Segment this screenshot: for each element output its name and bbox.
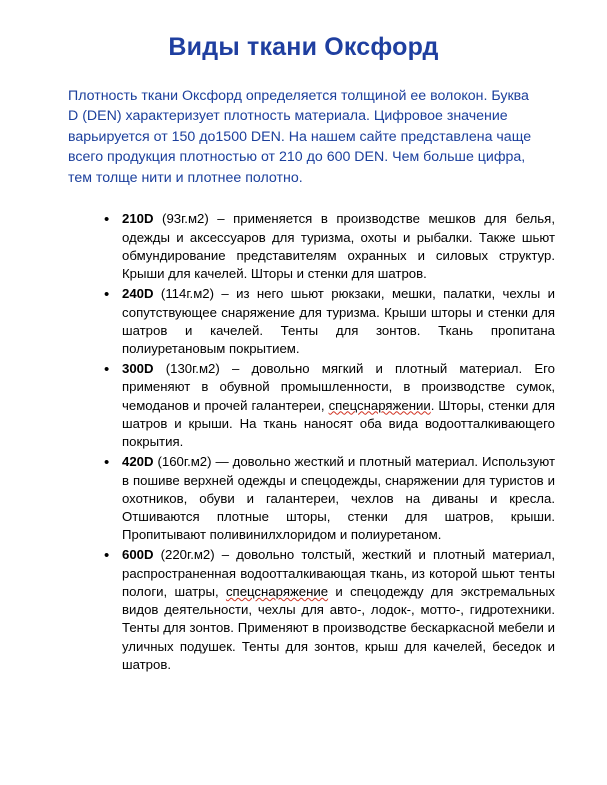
list-item-text — [122, 546, 555, 674]
list-item-text — [122, 453, 555, 544]
list-item — [104, 210, 555, 283]
list-item-text — [122, 285, 555, 358]
misspelled-word: спецснаряжение — [225, 583, 329, 599]
list-item — [104, 285, 555, 358]
list-item-text — [122, 360, 555, 451]
weight-label: (160г.м2) — [157, 454, 212, 470]
description-text: — довольно жесткий и плотный материал. Используют в пошиве верхней одежды и спецодежды, снаряжении для туристов и охотников, обуви и галантереи, чехлов на диваны и кресла. Отшиваются плотные шторы, стенки для шатров, крыши. Пропитывают поливинилхлоридом и полиуретаном. — [122, 454, 555, 543]
bullet-icon: • — [104, 454, 110, 472]
list-item — [104, 360, 556, 451]
misspelled-word: спецснаряжении — [328, 397, 431, 413]
list-item-text — [122, 210, 555, 283]
density-label: 300D — [122, 361, 154, 377]
bullet-icon: • — [104, 361, 110, 379]
density-label: 210D — [122, 211, 154, 227]
weight-label: (93г.м2) — [162, 211, 209, 227]
description-text: – из него шьют рюкзаки, мешки, палатки, чехлы и сопутствующее снаряжение для туризма. Крыши шторы и стенки для шатров и качелей. Тенты для зонтов. Ткань пропитана полиуретановым покрытием. — [122, 286, 555, 356]
bullet-icon: • — [104, 547, 110, 565]
weight-label: (114г.м2) — [160, 286, 214, 302]
weight-label: (130г.м2) — [165, 361, 220, 377]
list-item — [104, 453, 555, 544]
weight-label: (220г.м2) — [160, 547, 215, 563]
bullet-icon: • — [104, 286, 110, 304]
bullet-icon: • — [104, 211, 110, 229]
intro-paragraph: Плотность ткани Оксфорд определяется толщиной ее волокон. Буква D (DEN) характеризует плотность материала. Цифровое значение варьируется от 150 до1500 DEN. На нашем сайте представлена чаще всего продукция плотностью от 210 до 600 DEN. Чем больше цифра, тем толще нити и плотнее полотно. — [68, 87, 532, 186]
description-text: – применяется в производстве мешков для белья, одежды и аксессуаров для туризма, охоты и рыбалки. Также шьют обмундирование представителям охранных и силовых структур. Крыши для качелей. Шторы и стенки для шатров. — [122, 211, 555, 282]
list-item — [104, 546, 555, 674]
fabric-types-list — [34, 210, 573, 673]
description-text: – довольно мягкий и плотный материал. Его применяют в обувной промышленности, в производстве сумок, чемоданов и прочей галантереи, спецснаряжении. Шторы, стенки для шатров и крыши. На ткань наносят оба вида водоотталкивающего покрытия. — [122, 361, 556, 450]
description-text: – довольно толстый, жесткий и плотный материал, распространенная водоотталкивающая ткань, из которой шьют тенты пологи, шатры, спецснаряжение и спецодежду для экстремальных видов деятельности, чехлы для авто-, лодок-, мотто-, гидротехники. Тенты для зонтов. Применяют в производстве бескаркасной мебели и уличных подушек. Тенты для зонтов, крыш для качелей, беседок и шатров. — [122, 547, 555, 672]
page-title: Виды ткани Оксфорд — [168, 33, 439, 61]
density-label: 240D — [122, 286, 154, 302]
density-label: 600D — [122, 547, 154, 563]
density-label: 420D — [122, 454, 154, 470]
